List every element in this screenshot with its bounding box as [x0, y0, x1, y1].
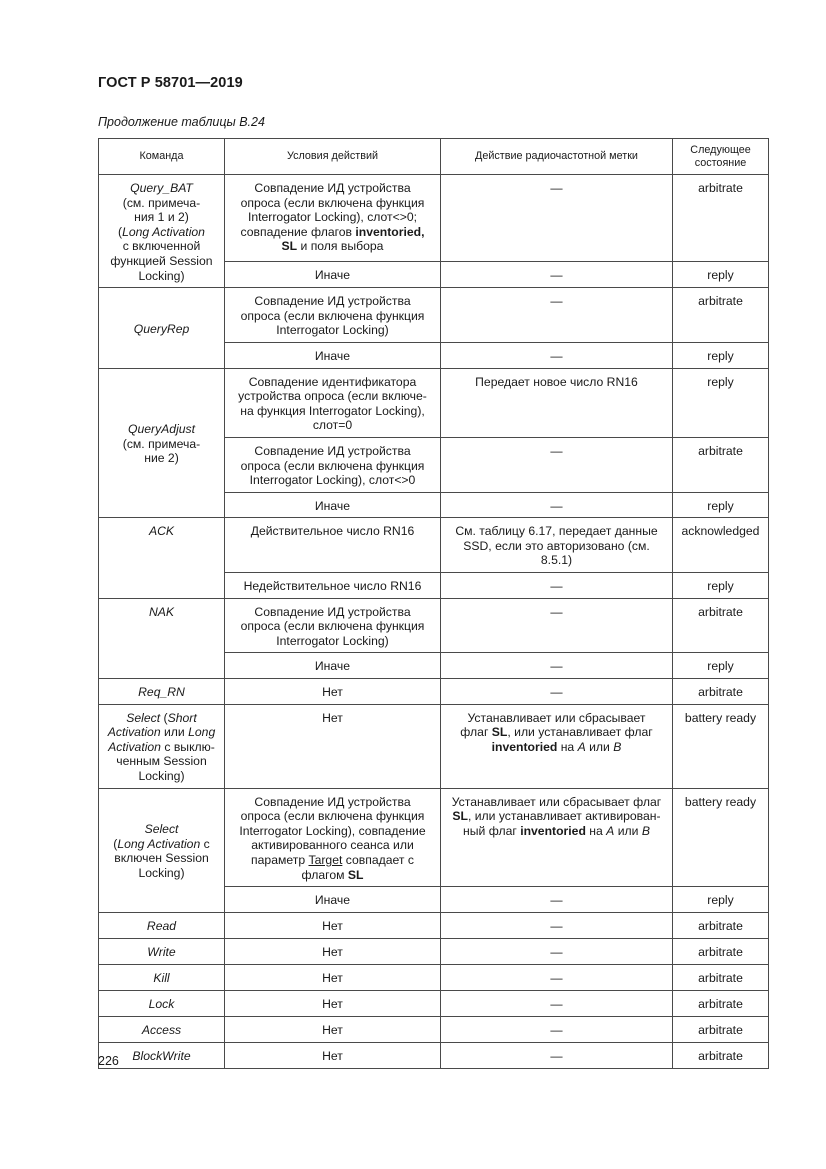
table-row [99, 518, 769, 573]
text-run: — [550, 1022, 563, 1037]
cell-tag-action [441, 598, 673, 653]
document-header: ГОСТ Р 58701—2019 [98, 75, 243, 91]
cell-next-state: arbitrate [673, 912, 769, 938]
cell-tag-action [441, 990, 673, 1016]
text-run: Совпадение ИД устройства опроса (если включена функция Interrogator Locking) [240, 294, 425, 338]
cell-condition [225, 598, 441, 653]
text-run: Недействительное число RN16 [243, 579, 422, 594]
cell-next-state: reply [673, 342, 769, 368]
text-run: NAK [148, 604, 175, 619]
text-run: — [550, 348, 563, 363]
column-header-conditions: Условия действий [225, 139, 441, 175]
table-header-row [99, 139, 769, 175]
table-row [99, 679, 769, 705]
cell-next-state: arbitrate [673, 990, 769, 1016]
cell-tag-action [441, 573, 673, 599]
cell-condition [225, 437, 441, 492]
table-row [99, 704, 769, 788]
table-row [99, 175, 769, 262]
text-run: Иначе [314, 348, 351, 363]
text-run: (см. примеча- ние 2) [122, 436, 201, 466]
cell-tag-action [441, 679, 673, 705]
text-run: (см. примеча- ния 1 и 2) ( [118, 195, 201, 239]
text-run: Устанавливает или сбрасывает флаг [460, 710, 646, 740]
cell-next-state: acknowledged [673, 518, 769, 573]
text-run: , или устанавливает активирован- ный флаг [463, 809, 661, 838]
cell-tag-action [441, 964, 673, 990]
cell-tag-action [441, 788, 673, 887]
cell-condition [225, 704, 441, 788]
text-run: Нет [322, 1022, 343, 1037]
cell-condition [225, 887, 441, 913]
text-run: Нет [322, 996, 343, 1011]
text-run: — [550, 604, 563, 619]
cell-condition [225, 912, 441, 938]
text-run: Нет [322, 685, 343, 700]
text-run: B [613, 739, 622, 754]
text-run: A [606, 823, 615, 838]
text-run: Совпадение ИД устройства опроса (если включена функция Interrogator Locking), слот<>0; совпадение флагов [240, 181, 425, 239]
text-run: — [550, 498, 563, 513]
cell-next-state: reply [673, 492, 769, 518]
page-number: 226 [98, 1054, 119, 1068]
text-run: совпадает с флагом [301, 852, 414, 882]
text-run: ( [113, 836, 118, 851]
cell-condition [225, 1016, 441, 1042]
text-run: Иначе [314, 267, 351, 282]
table-row [99, 288, 769, 343]
text-run: Нет [322, 944, 343, 959]
cell-next-state: reply [673, 573, 769, 599]
text-run: Short Activation [107, 710, 197, 740]
text-run: Нет [322, 918, 343, 933]
cell-command [99, 598, 225, 678]
cell-tag-action [441, 1016, 673, 1042]
text-run: — [550, 918, 563, 933]
cell-next-state: arbitrate [673, 964, 769, 990]
text-run: с включен Session Locking) [114, 836, 210, 880]
text-run: Write [147, 944, 176, 959]
cell-command [99, 1016, 225, 1042]
text-run: inventoried [520, 823, 586, 838]
column-header-tag-action: Действие радиочастотной метки [441, 139, 673, 175]
cell-tag-action [441, 938, 673, 964]
text-run: Нет [322, 1048, 343, 1063]
text-run: Access [141, 1022, 182, 1037]
cell-condition [225, 175, 441, 262]
cell-tag-action [441, 653, 673, 679]
table-row [99, 1016, 769, 1042]
text-run: и поля выбора [297, 239, 384, 254]
text-run: Совпадение ИД устройства опроса (если включена функция Interrogator Locking) [240, 604, 425, 648]
cell-command [99, 679, 225, 705]
cell-tag-action [441, 437, 673, 492]
text-run: или [585, 739, 614, 754]
table-row [99, 912, 769, 938]
text-run: с включенной функцией Session Locking) [110, 239, 213, 283]
text-run: inventoried, SL [281, 224, 425, 254]
cell-command [99, 964, 225, 990]
cell-tag-action [441, 1042, 673, 1068]
cell-command [99, 288, 225, 368]
text-run: Req_RN [138, 685, 185, 700]
text-run: на [557, 739, 578, 754]
text-run: BlockWrite [132, 1048, 191, 1063]
cell-tag-action [441, 261, 673, 287]
table-row [99, 964, 769, 990]
text-run: — [550, 685, 563, 700]
table-row [99, 938, 769, 964]
text-run: SL [452, 809, 468, 824]
text-run: Иначе [314, 498, 351, 513]
cell-next-state: arbitrate [673, 437, 769, 492]
cell-condition [225, 573, 441, 599]
text-run: — [550, 579, 563, 594]
text-run: Передает новое число RN16 [475, 374, 638, 389]
cell-next-state: arbitrate [673, 1042, 769, 1068]
cell-next-state: reply [673, 653, 769, 679]
text-run: SL [491, 725, 508, 740]
text-run: B [641, 823, 650, 838]
cell-tag-action [441, 368, 673, 437]
cell-command [99, 175, 225, 288]
column-header-next-state: Следующее состояние [673, 139, 769, 175]
cell-command [99, 518, 225, 598]
text-run: Действительное число RN16 [250, 524, 415, 539]
text-run: Select [126, 710, 161, 725]
cell-next-state: reply [673, 368, 769, 437]
text-run: — [550, 659, 563, 674]
cell-command [99, 788, 225, 912]
cell-condition [225, 368, 441, 437]
cell-tag-action [441, 912, 673, 938]
text-run: Нет [322, 710, 343, 725]
cell-tag-action [441, 288, 673, 343]
text-run: Lock [148, 996, 175, 1011]
text-run: SL [347, 867, 364, 882]
text-run: Совпадение идентификатора устройства опроса (если включе- на функция Interrogator Locking), слот=0 [238, 374, 427, 433]
text-run: Long Activation [117, 836, 201, 851]
cell-next-state: reply [673, 887, 769, 913]
text-run: или [160, 725, 189, 740]
text-run: — [550, 944, 563, 959]
text-run: QueryRep [133, 321, 190, 336]
text-run: См. таблицу 6.17, передает данные SSD, если это авторизовано (см. 8.5.1) [455, 524, 658, 568]
text-run: — [550, 443, 563, 458]
table-row [99, 788, 769, 887]
text-run: Read [146, 918, 177, 933]
table-caption: Продолжение таблицы В.24 [98, 115, 265, 129]
cell-next-state: battery ready [673, 788, 769, 887]
cell-condition [225, 679, 441, 705]
text-run: — [550, 1048, 563, 1063]
cell-command [99, 938, 225, 964]
text-run: A [577, 739, 586, 754]
text-run: ACK [148, 524, 175, 539]
cell-tag-action [441, 887, 673, 913]
commands-table [98, 138, 769, 1069]
text-run: Kill [153, 970, 170, 985]
cell-next-state: arbitrate [673, 598, 769, 653]
cell-condition [225, 990, 441, 1016]
table-row [99, 368, 769, 437]
text-run: Target [308, 852, 343, 867]
text-run: inventoried [491, 739, 558, 754]
text-run: , или устанавливает флаг [507, 725, 653, 740]
cell-tag-action [441, 518, 673, 573]
text-run: — [550, 267, 563, 282]
text-run: Устанавливает или сбрасывает флаг [451, 794, 662, 809]
text-run: Long Activation [122, 224, 205, 239]
cell-condition [225, 288, 441, 343]
cell-tag-action [441, 492, 673, 518]
text-run: Query_BAT [130, 181, 193, 195]
cell-next-state: arbitrate [673, 1016, 769, 1042]
column-header-command: Команда [99, 139, 225, 175]
text-run: Совпадение ИД устройства опроса (если включена функция Interrogator Locking), слот<>0 [240, 443, 425, 488]
text-run: — [550, 970, 563, 985]
table-row [99, 1042, 769, 1068]
text-run: ( [160, 710, 168, 725]
cell-tag-action [441, 342, 673, 368]
cell-command [99, 368, 225, 518]
text-run: Select [144, 821, 179, 836]
cell-condition [225, 518, 441, 573]
cell-condition [225, 1042, 441, 1068]
text-run: Long Activation [108, 725, 216, 754]
cell-condition [225, 788, 441, 887]
cell-next-state: arbitrate [673, 938, 769, 964]
text-run: на [585, 823, 607, 838]
cell-tag-action [441, 175, 673, 262]
cell-condition [225, 261, 441, 287]
cell-command [99, 990, 225, 1016]
cell-condition [225, 938, 441, 964]
cell-next-state: arbitrate [673, 175, 769, 262]
table-row [99, 990, 769, 1016]
cell-next-state: battery ready [673, 704, 769, 788]
text-run: — [550, 996, 563, 1011]
text-run: Иначе [314, 659, 351, 674]
table-row [99, 598, 769, 653]
text-run: — [550, 294, 563, 309]
text-run: или [614, 823, 642, 838]
table-body [99, 175, 769, 1069]
cell-condition [225, 492, 441, 518]
cell-next-state: arbitrate [673, 288, 769, 343]
text-run: Нет [322, 970, 343, 985]
text-run: — [550, 181, 563, 195]
text-run: Совпадение ИД устройства опроса (если включена функция Interrogator Locking), совпадение активированного сеанса или параметр [239, 794, 426, 867]
text-run: QueryAdjust [127, 422, 196, 437]
text-run: — [550, 893, 563, 908]
cell-condition [225, 964, 441, 990]
cell-condition [225, 342, 441, 368]
cell-condition [225, 653, 441, 679]
cell-next-state: reply [673, 261, 769, 287]
cell-command [99, 704, 225, 788]
cell-next-state: arbitrate [673, 679, 769, 705]
text-run: Иначе [314, 893, 351, 908]
cell-command [99, 912, 225, 938]
text-run: с выклю- ченным Session Locking) [116, 739, 215, 783]
cell-tag-action [441, 704, 673, 788]
